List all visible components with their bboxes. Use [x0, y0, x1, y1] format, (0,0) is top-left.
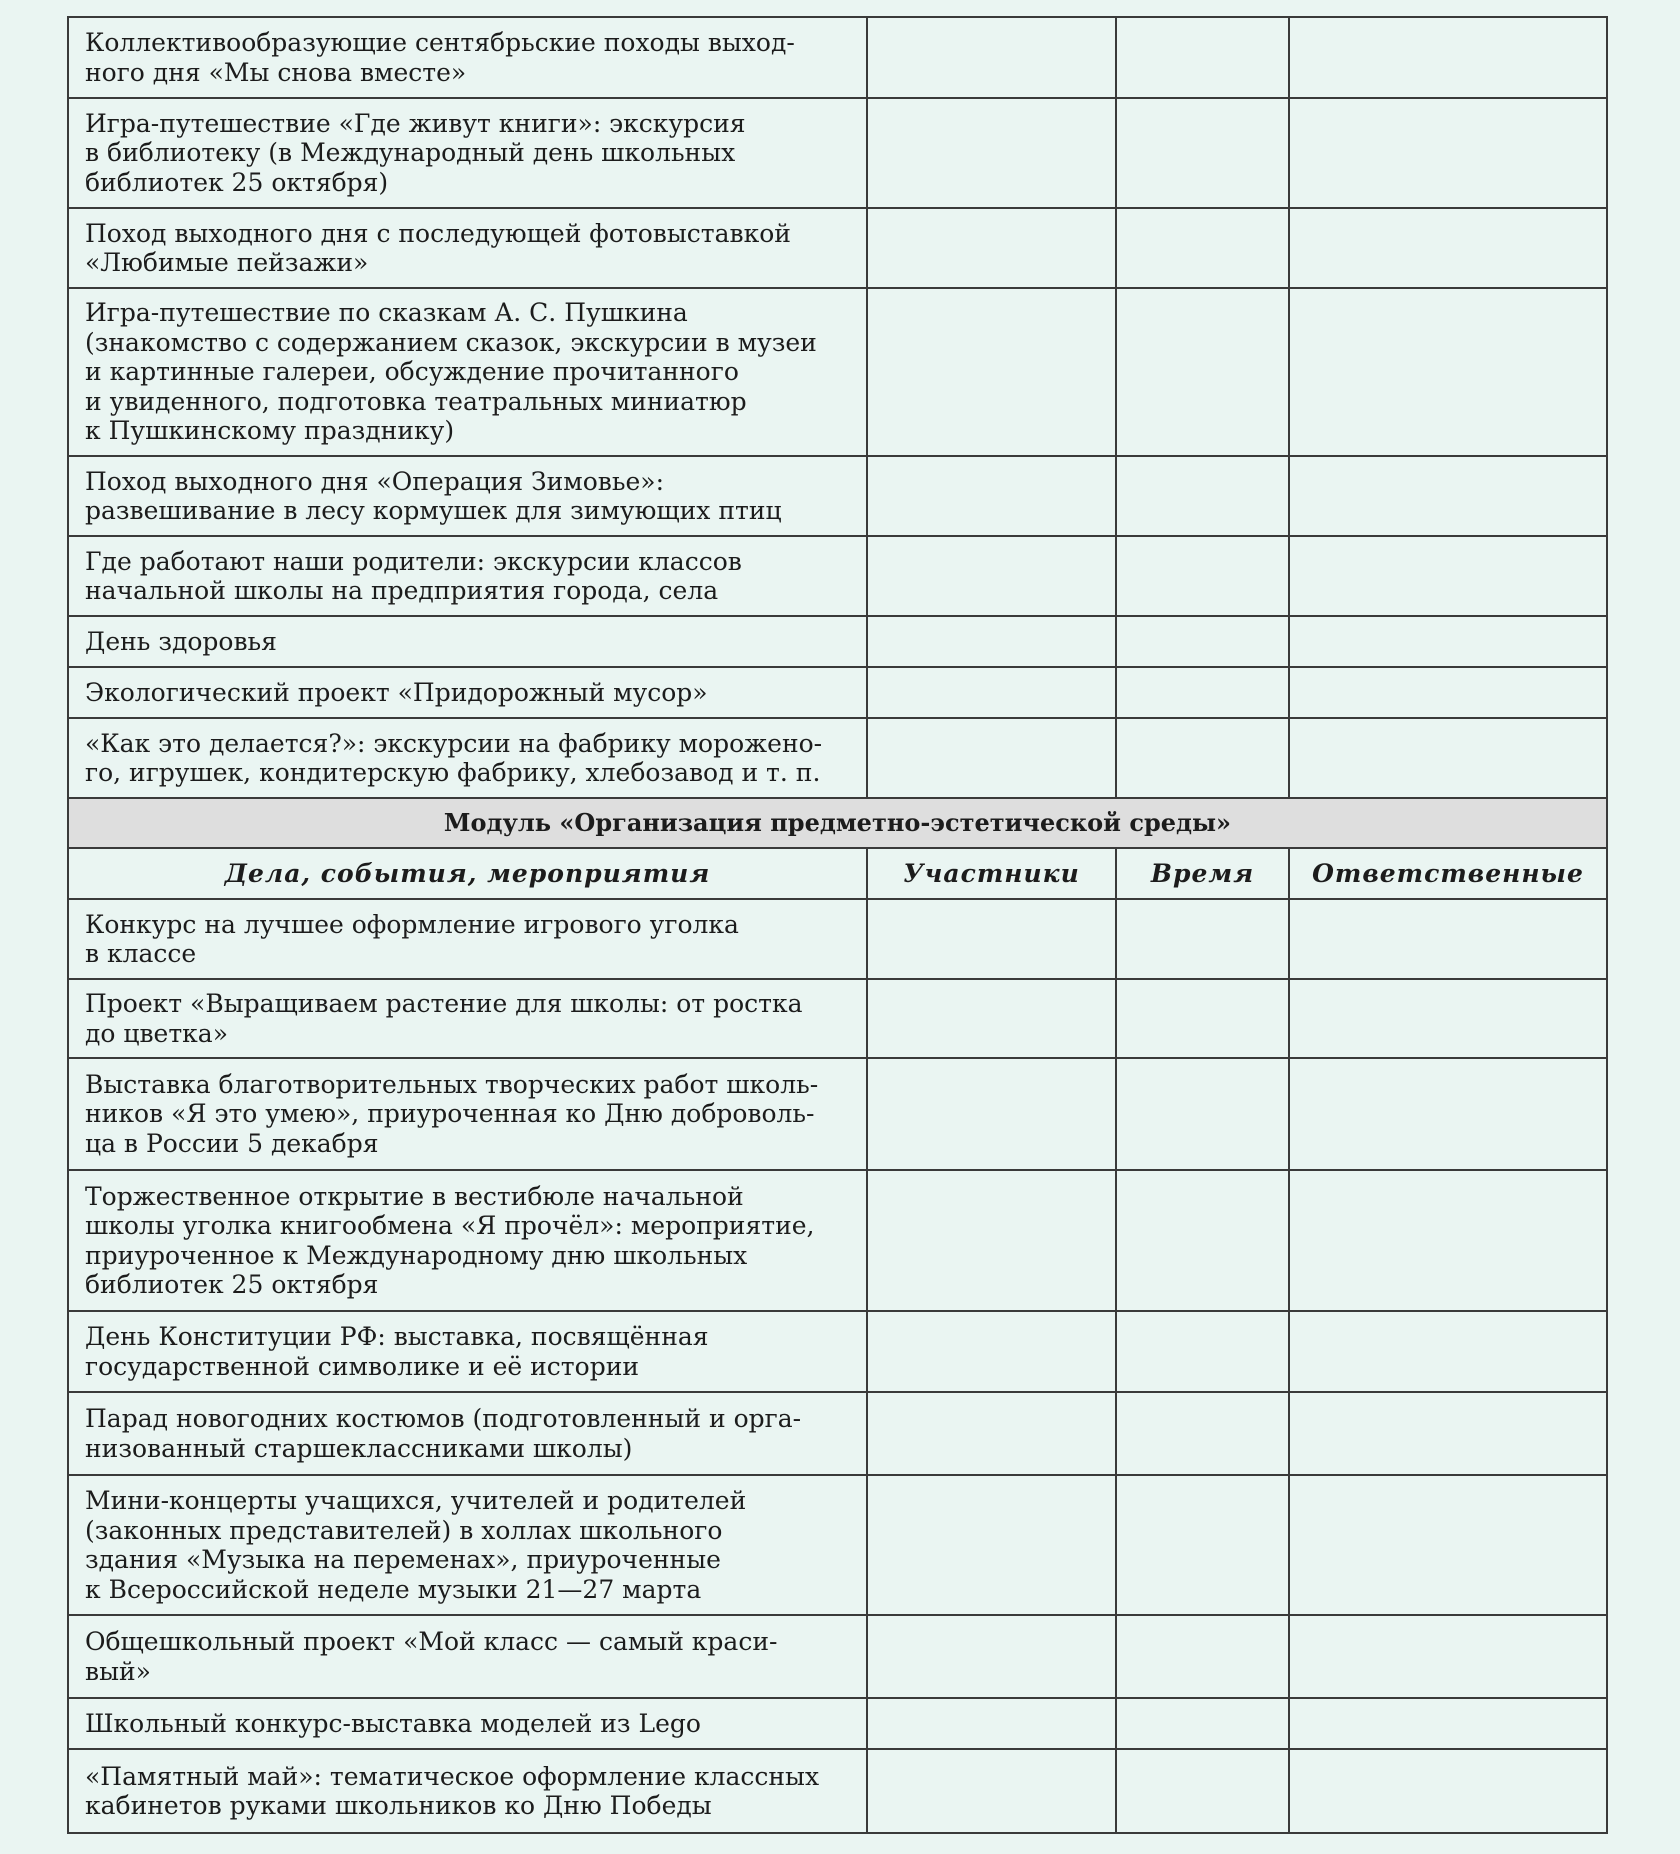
- responsible-cell: [1289, 208, 1607, 288]
- participants-cell: [867, 208, 1116, 288]
- time-cell: [1116, 616, 1289, 667]
- participants-cell: [867, 98, 1116, 208]
- responsible-cell: [1289, 1311, 1607, 1392]
- event-cell: Экологический проект «Придорожный мусор»: [68, 667, 867, 718]
- time-cell: [1116, 1698, 1289, 1749]
- header-participants: Участники: [867, 848, 1116, 899]
- event-cell: Торжественное открытие в вестибюле начальной школы уголка книгообмена «Я прочёл»: мероприятие, приуроченное к Международному дню школьных библиотек 25 октября: [68, 1170, 867, 1311]
- event-cell: День здоровья: [68, 616, 867, 667]
- time-cell: [1116, 1392, 1289, 1475]
- time-cell: [1116, 718, 1289, 798]
- responsible-cell: [1289, 1749, 1607, 1833]
- participants-cell: [867, 667, 1116, 718]
- column-header-row: [68, 848, 1607, 899]
- time-cell: [1116, 899, 1289, 979]
- responsible-cell: [1289, 17, 1607, 98]
- module-header-row: [68, 798, 1607, 848]
- event-cell: Поход выходного дня «Операция Зимовье»: развешивание в лесу кормушек для зимующих птиц: [68, 456, 867, 536]
- table-row: [68, 979, 1607, 1058]
- time-cell: [1116, 1615, 1289, 1698]
- table-row: [68, 1170, 1607, 1311]
- table-row: [68, 616, 1607, 667]
- time-cell: [1116, 979, 1289, 1058]
- responsible-cell: [1289, 1615, 1607, 1698]
- time-cell: [1116, 1170, 1289, 1311]
- participants-cell: [867, 1749, 1116, 1833]
- event-cell: Школьный конкурс-выставка моделей из Lego: [68, 1698, 867, 1749]
- event-cell: Проект «Выращиваем растение для школы: от ростка до цветка»: [68, 979, 867, 1058]
- table-row: [68, 718, 1607, 798]
- participants-cell: [867, 1475, 1116, 1615]
- responsible-cell: [1289, 456, 1607, 536]
- time-cell: [1116, 536, 1289, 616]
- time-cell: [1116, 1749, 1289, 1833]
- table-row: [68, 1058, 1607, 1170]
- participants-cell: [867, 17, 1116, 98]
- table-row: [68, 1698, 1607, 1749]
- table-row: [68, 1392, 1607, 1475]
- responsible-cell: [1289, 1698, 1607, 1749]
- participants-cell: [867, 1698, 1116, 1749]
- responsible-cell: [1289, 1475, 1607, 1615]
- time-cell: [1116, 288, 1289, 456]
- header-time: Время: [1116, 848, 1289, 899]
- table-row: [68, 1311, 1607, 1392]
- participants-cell: [867, 1392, 1116, 1475]
- event-cell: Мини-концерты учащихся, учителей и родителей (законных представителей) в холлах школьного здания «Музыка на переменах», приуроченные к Всероссийской неделе музыки 21—27 марта: [68, 1475, 867, 1615]
- participants-cell: [867, 536, 1116, 616]
- responsible-cell: [1289, 979, 1607, 1058]
- table-row: [68, 98, 1607, 208]
- activity-plan-table: [67, 16, 1608, 1834]
- header-events: Дела, события, мероприятия: [68, 848, 867, 899]
- event-cell: «Памятный май»: тематическое оформление классных кабинетов руками школьников ко Дню Победы: [68, 1749, 867, 1833]
- time-cell: [1116, 1475, 1289, 1615]
- event-cell: Выставка благотворительных творческих работ школь- ников «Я это умею», приуроченная ко Дню доброволь- ца в России 5 декабря: [68, 1058, 867, 1170]
- event-cell: Конкурс на лучшее оформление игрового уголка в классе: [68, 899, 867, 979]
- event-cell: Общешкольный проект «Мой класс — самый краси- вый»: [68, 1615, 867, 1698]
- header-responsible: Ответственные: [1289, 848, 1607, 899]
- table-row: [68, 536, 1607, 616]
- responsible-cell: [1289, 1058, 1607, 1170]
- responsible-cell: [1289, 1392, 1607, 1475]
- participants-cell: [867, 1311, 1116, 1392]
- participants-cell: [867, 1615, 1116, 1698]
- time-cell: [1116, 208, 1289, 288]
- responsible-cell: [1289, 718, 1607, 798]
- responsible-cell: [1289, 536, 1607, 616]
- participants-cell: [867, 899, 1116, 979]
- event-cell: Игра-путешествие «Где живут книги»: экскурсия в библиотеку (в Международный день школьных библиотек 25 октября): [68, 98, 867, 208]
- participants-cell: [867, 616, 1116, 667]
- table-row: [68, 208, 1607, 288]
- event-cell: «Как это делается?»: экскурсии на фабрику морожено- го, игрушек, кондитерскую фабрику, хлебозавод и т. п.: [68, 718, 867, 798]
- participants-cell: [867, 1058, 1116, 1170]
- table-row: [68, 1615, 1607, 1698]
- time-cell: [1116, 456, 1289, 536]
- responsible-cell: [1289, 1170, 1607, 1311]
- time-cell: [1116, 1058, 1289, 1170]
- responsible-cell: [1289, 899, 1607, 979]
- event-cell: Игра-путешествие по сказкам А. С. Пушкина (знакомство с содержанием сказок, экскурсии в музеи и картинные галереи, обсуждение прочитанного и увиденного, подготовка театральных миниатюр к Пушкинскому празднику): [68, 288, 867, 456]
- module-title: Модуль «Организация предметно-эстетической среды»: [68, 798, 1607, 848]
- participants-cell: [867, 456, 1116, 536]
- table-row: [68, 899, 1607, 979]
- table-row: [68, 17, 1607, 98]
- participants-cell: [867, 1170, 1116, 1311]
- responsible-cell: [1289, 98, 1607, 208]
- table-row: [68, 1475, 1607, 1615]
- participants-cell: [867, 288, 1116, 456]
- table-row: [68, 288, 1607, 456]
- event-cell: Коллективообразующие сентябрьские походы выход- ного дня «Мы снова вместе»: [68, 17, 867, 98]
- time-cell: [1116, 98, 1289, 208]
- event-cell: Поход выходного дня с последующей фотовыставкой «Любимые пейзажи»: [68, 208, 867, 288]
- responsible-cell: [1289, 288, 1607, 456]
- responsible-cell: [1289, 667, 1607, 718]
- table-row: [68, 456, 1607, 536]
- event-cell: День Конституции РФ: выставка, посвящённая государственной символике и её истории: [68, 1311, 867, 1392]
- time-cell: [1116, 17, 1289, 98]
- table-row: [68, 1749, 1607, 1833]
- participants-cell: [867, 718, 1116, 798]
- responsible-cell: [1289, 616, 1607, 667]
- time-cell: [1116, 1311, 1289, 1392]
- time-cell: [1116, 667, 1289, 718]
- participants-cell: [867, 979, 1116, 1058]
- table-row: [68, 667, 1607, 718]
- event-cell: Где работают наши родители: экскурсии классов начальной школы на предприятия города, села: [68, 536, 867, 616]
- event-cell: Парад новогодних костюмов (подготовленный и орга- низованный старшеклассниками школы): [68, 1392, 867, 1475]
